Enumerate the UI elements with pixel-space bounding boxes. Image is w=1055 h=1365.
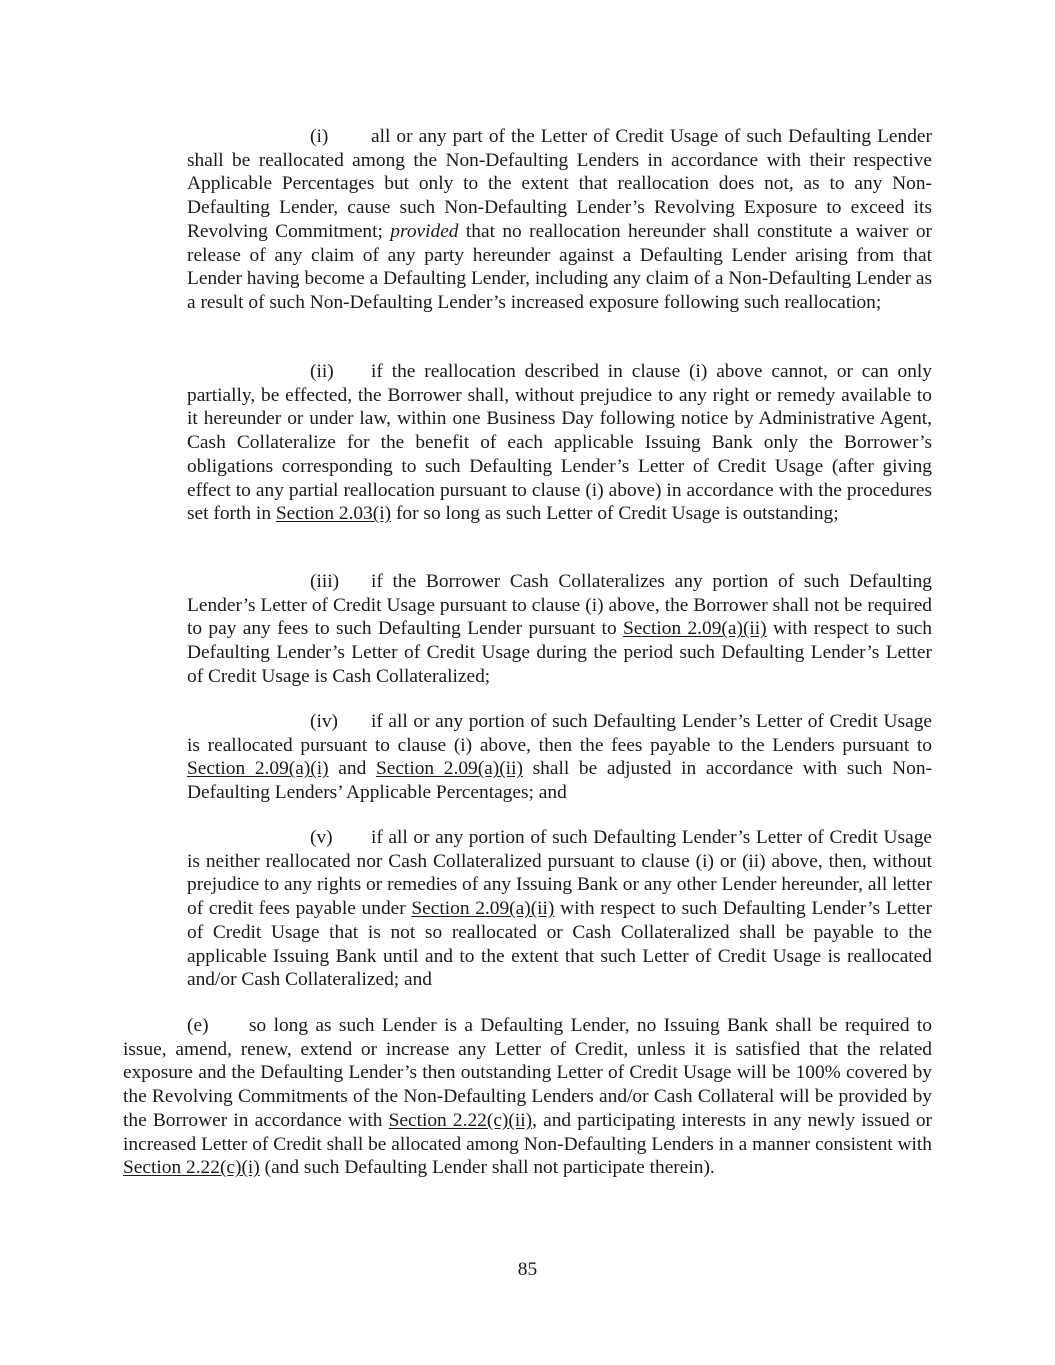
clause-i-paragraph — [187, 125, 932, 315]
clause-v-paragraph — [187, 826, 932, 992]
section-reference: Section 2.22(c)(ii) — [388, 1109, 533, 1131]
clause-e-text-3: (and such Defaulting Lender shall not participate therein). — [259, 1157, 715, 1179]
clause-iii-text-1: if the Borrower Cash Collateralizes any portion of such Defaulting Lender’s Letter of Credit Usage pursuant to clause (i) above, the Borrower shall not be required to pay any fees to such Defaulting Lender pursuant to — [187, 571, 932, 640]
clause-ii-paragraph — [187, 360, 932, 526]
clause-e-text-1: so long as such Lender is a Defaulting Lender, no Issuing Bank shall be required to issue, amend, renew, extend or increase any Letter of Credit, unless it is satisfied that the related exposure and the Defaulting Lender’s then outstanding Letter of Credit Usage will be 100% covered by the Revolving Commitments of the Non-Defaulting Lenders and/or Cash Collateral will be provided by the Borrower in accordance with — [123, 1015, 932, 1131]
clause-iii-label: (iii) — [310, 571, 340, 592]
clause-i-text-2: that no reallocation hereunder shall constitute a waiver or release of any claim of any party hereunder against a Defaulting Lender arising from that Lender having become a Defaulting Lender, including any claim of a Non-Defaulting Lender as a result of such Non-Defaulting Lender’s increased exposure following such reallocation; — [187, 220, 932, 313]
page-number: 85 — [517, 1259, 538, 1280]
section-reference: Section 2.09(a)(i) — [187, 758, 329, 780]
clause-e-label: (e) — [187, 1015, 209, 1036]
clause-ii-label: (ii) — [310, 361, 334, 382]
clause-iv-label: (iv) — [310, 711, 338, 732]
section-reference: Section 2.03(i) — [275, 503, 392, 525]
clause-iv-text-1: if all or any portion of such Defaulting Lender’s Letter of Credit Usage is reallocated pursuant to clause (i) above, then the fees payable to the Lenders pursuant to — [187, 711, 932, 756]
clause-iv-paragraph — [187, 710, 932, 805]
clause-e-paragraph — [123, 1014, 932, 1180]
clause-iii-paragraph — [187, 570, 932, 689]
section-reference: Section 2.09(a)(ii) — [622, 618, 767, 640]
clause-i-label: (i) — [310, 126, 329, 147]
clause-ii-text-1: if the reallocation described in clause (i) above cannot, or can only partially, be effected, the Borrower shall, without prejudice to any right or remedy available to it hereunder or under law, within one Business Day following notice by Administrative Agent, Cash Collateralize for the benefit of each applicable Issuing Bank only the Borrower’s obligations corresponding to such Defaulting Lender’s Letter of Credit Usage (after giving effect to any partial reallocation pursuant to clause (i) above) in accordance with the procedures set forth in — [187, 361, 932, 525]
clause-e-text-2: , and participating interests in any newly issued or increased Letter of Credit shall be allocated among Non-Defaulting Lenders in a manner consistent with — [123, 1109, 932, 1155]
clause-v-text-2: with respect to such Defaulting Lender’s Letter of Credit Usage that is not so reallocated or Cash Collateralized shall be payable to the applicable Issuing Bank until and to the extent that such Letter of Credit Usage is reallocated and/or Cash Collateralized; and — [187, 898, 932, 991]
clause-v-label: (v) — [310, 827, 333, 848]
clause-iv-text-3: shall be adjusted in accordance with such Non-Defaulting Lenders’ Applicable Percentages; and — [187, 758, 932, 804]
clause-i-emphasis: provided — [390, 220, 459, 242]
section-reference: Section 2.22(c)(i) — [123, 1157, 260, 1179]
section-reference: Section 2.09(a)(ii) — [375, 758, 523, 780]
clause-ii-text-2: for so long as such Letter of Credit Usage is outstanding; — [391, 503, 839, 525]
clause-iii-text-2: with respect to such Defaulting Lender’s Letter of Credit Usage during the period such Defaulting Lender’s Letter of Credit Usage is Cash Collateralized; — [187, 618, 932, 687]
clause-iv-text-2: and — [328, 758, 376, 780]
clause-i-text-1: all or any part of the Letter of Credit Usage of such Defaulting Lender shall be reallocated among the Non-Defaulting Lenders in accordance with their respective Applicable Percentages but only to the extent that reallocation does not, as to any Non-Defaulting Lender, cause such Non-Defaulting Lender’s Revolving Exposure to exceed its Revolving Commitment; — [187, 126, 932, 242]
clause-v-text-1: if all or any portion of such Defaulting Lender’s Letter of Credit Usage is neither reallocated nor Cash Collateralized pursuant to clause (i) or (ii) above, then, without prejudice to any rights or remedies of any Issuing Bank or any other Lender hereunder, all letter of credit fees payable under — [187, 827, 932, 920]
section-reference: Section 2.09(a)(ii) — [411, 898, 555, 920]
